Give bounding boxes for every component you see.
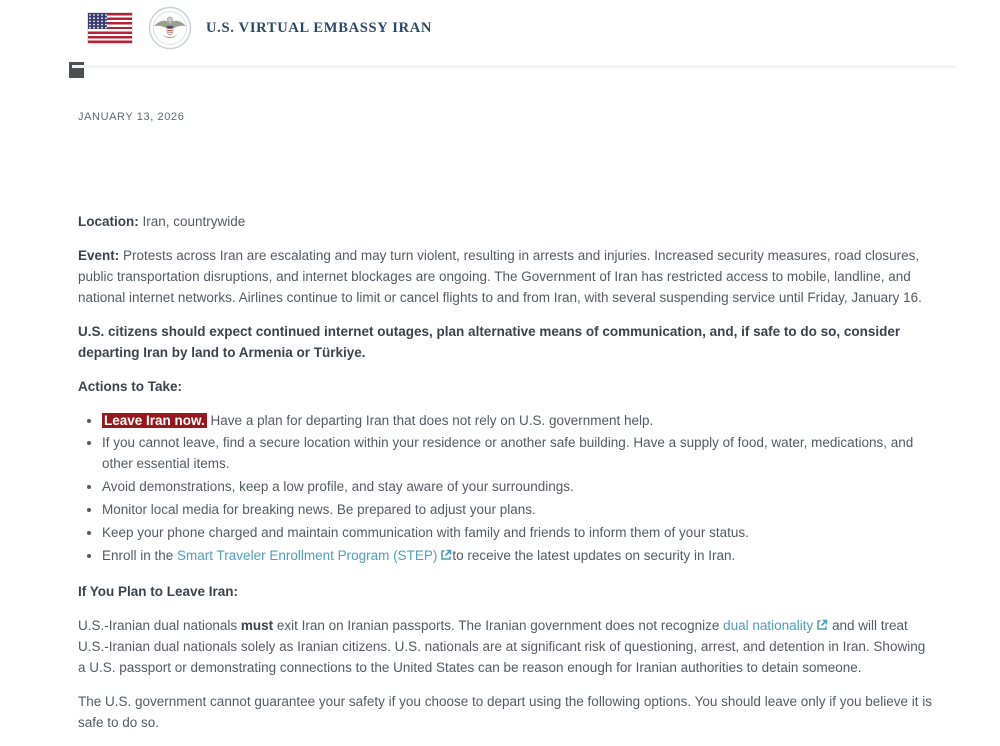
site-title: U.S. VIRTUAL EMBASSY IRAN: [206, 19, 433, 36]
location-value: Iran, countrywide: [138, 214, 246, 230]
list-item: • Monitor local media for breaking news. Be prepared to adjust your plans.: [102, 500, 936, 521]
actions-list: [78, 411, 936, 567]
external-link-icon[interactable]: [816, 619, 828, 631]
list-item: • Keep your phone charged and maintain communication with family and friends to inform them of your status.: [102, 523, 936, 544]
paragraph-text: U.S.-Iranian dual nationals: [78, 617, 241, 633]
step-enrollment-link[interactable]: Smart Traveler Enrollment Program (STEP): [177, 548, 438, 564]
location-label: Location:: [78, 214, 139, 230]
paragraph-text: and will treat U.S.-Iranian dual nationals solely as Iranian citizens. U.S. nationals are at significant risk of questioning, arrest, and detention in Iran. Showing a U.S. passport or demonstrating connections to the United States can be reason enough for Iranian authorities to detain someone.: [78, 617, 926, 675]
dual-nationality-link[interactable]: dual nationality: [723, 617, 814, 633]
advisory-paragraph: U.S. citizens should expect continued internet outages, plan alternative means of communication, and, if safe to do so, consider departing Iran by land to Armenia or Türkiye.: [78, 323, 901, 360]
us-flag-icon: [88, 13, 132, 43]
actions-heading: Actions to Take:: [78, 378, 183, 394]
list-item: [102, 411, 936, 432]
action-text: to receive the latest updates on security in Iran.: [452, 548, 736, 564]
event-text: Protests across Iran are escalating and may turn violent, resulting in arrests and injuries. Increased security measures, road closures, public transportation disruptions, and internet blockages are ongoing. The Government of Iran has restricted access to mobile, landline, and national internet networks. Airlines continue to limit or cancel flights to and from Iran, with several suspending service until Friday, January 16.: [78, 247, 922, 305]
location-line: [78, 212, 936, 233]
leave-iran-highlight: Leave Iran now.: [104, 412, 205, 428]
event-paragraph: [78, 246, 936, 309]
final-paragraph: The U.S. government cannot guarantee your safety if you choose to depart using the following options. You should leave only if you believe it is safe to do so.: [78, 693, 933, 730]
list-item: • Avoid demonstrations, keep a low profile, and stay aware of your surroundings.: [102, 477, 936, 498]
event-label: Event:: [78, 247, 120, 263]
paragraph-text: exit Iran on Iranian passports. The Iranian government does not recognize: [273, 617, 724, 633]
alert-date: JANUARY 13, 2026: [78, 111, 185, 123]
action-text: Enroll in the: [102, 548, 178, 564]
leave-iran-heading: If You Plan to Leave Iran:: [78, 583, 239, 599]
external-link-icon[interactable]: [440, 549, 452, 561]
dual-nationals-paragraph: [78, 616, 936, 679]
must-emphasis: must: [240, 617, 274, 633]
embassy-seal-icon: [148, 6, 192, 50]
action-text: Have a plan for departing Iran that does not rely on U.S. government help.: [206, 412, 654, 428]
list-item: • If you cannot leave, find a secure location within your residence or another safe building. Have a supply of food, water, medications, and other essential items.: [102, 433, 936, 475]
header-divider: [72, 65, 956, 68]
list-item: [102, 546, 936, 567]
site-header: [88, 6, 432, 50]
us-flag-canton: [88, 13, 107, 29]
alert-article: [78, 109, 936, 746]
